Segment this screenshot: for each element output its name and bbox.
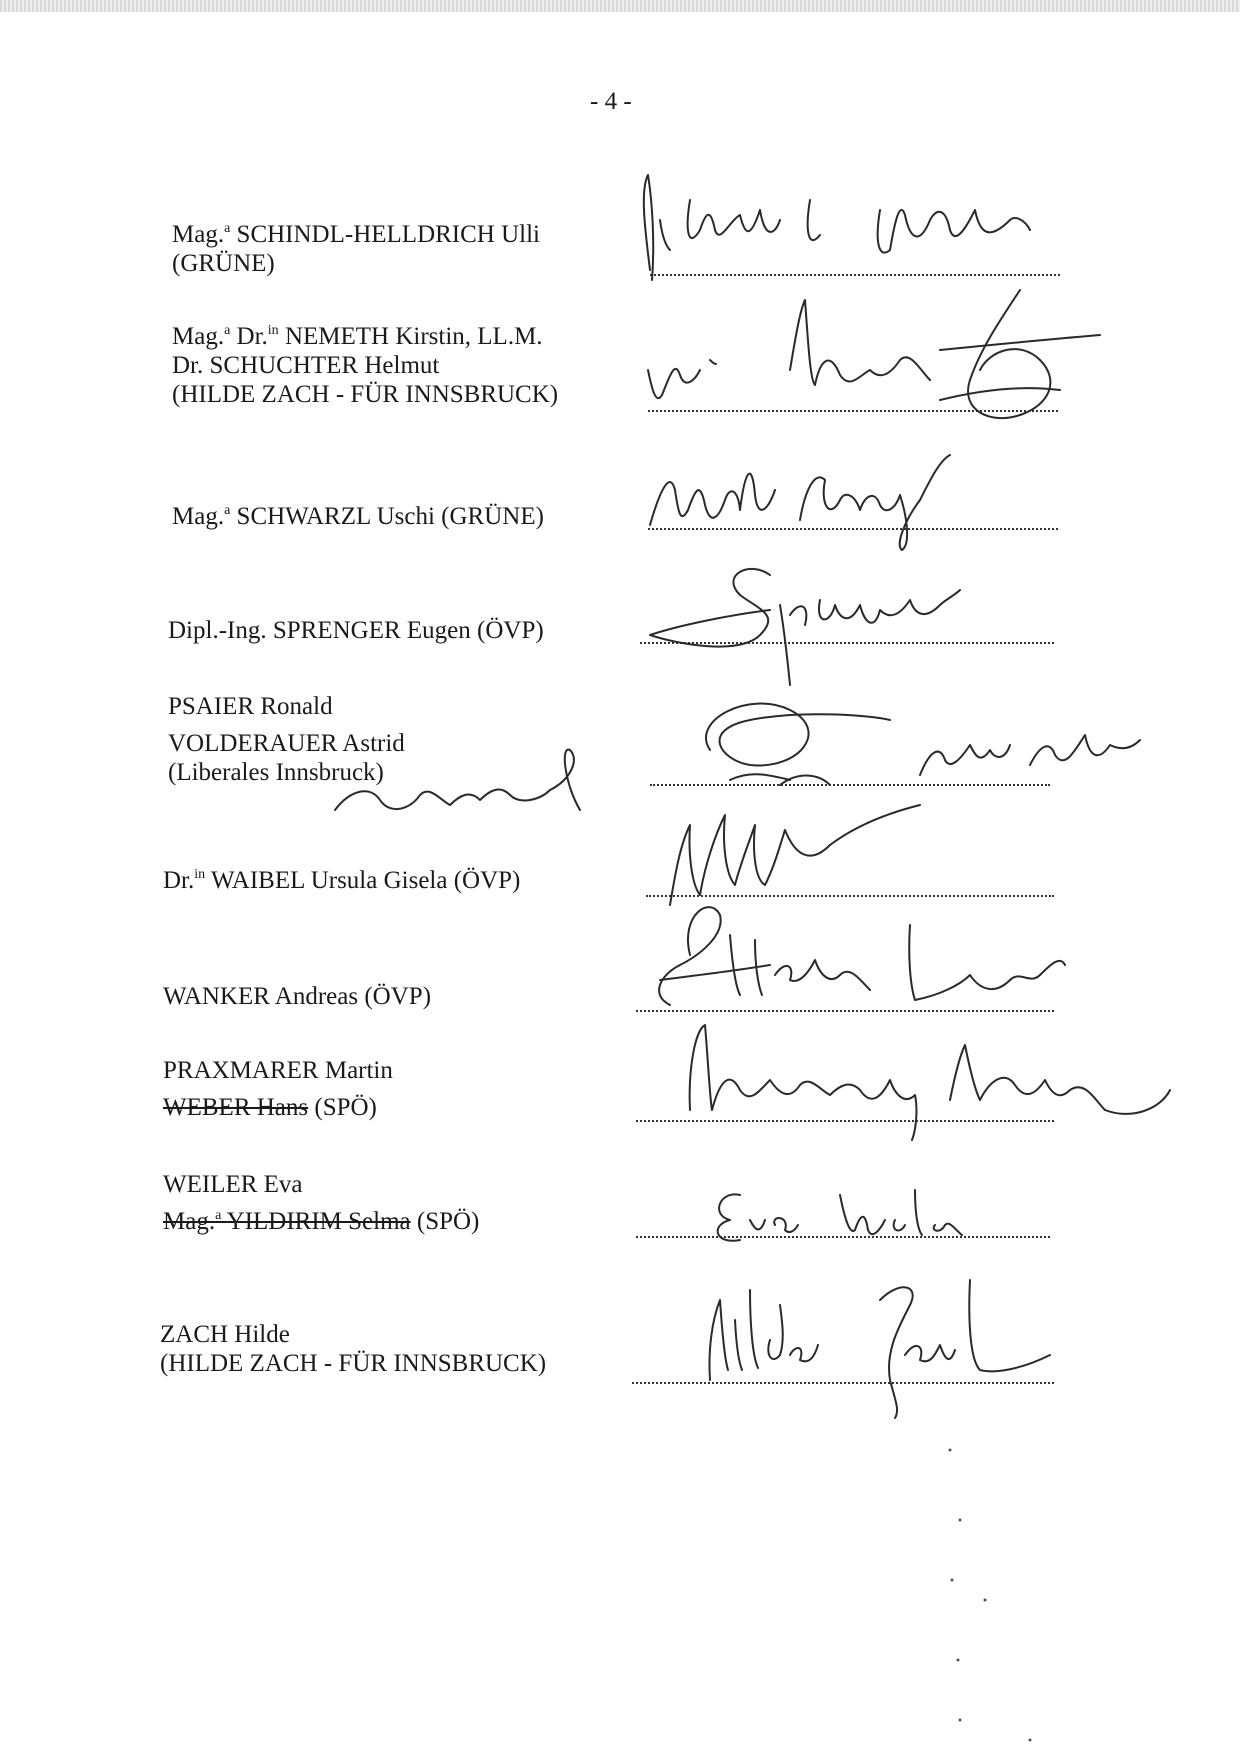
signatory-entry: [163, 982, 431, 1011]
signatory-entry: [163, 1170, 479, 1236]
signatory-name-line: Dipl.-Ing. SPRENGER Eugen (ÖVP): [168, 617, 544, 644]
signatory-name-line: PRAXMARER Martin: [163, 1057, 393, 1084]
signature-schwarzl: [640, 450, 1000, 560]
signatory-entry: [160, 1320, 546, 1378]
signatory-name-line: Mag.$^a$ SCHWARZL Uschi (GRÜNE): [172, 503, 544, 530]
signatory-name-line: Mag.$^a$ SCHINDL-HELLDRICH Ulli: [172, 221, 541, 248]
struck-name: Mag.$^a$ YILDIRIM Selma: [163, 1208, 411, 1235]
signatory-entry: [172, 322, 558, 409]
signatory-entry: [163, 866, 520, 895]
signatory-entry: [168, 616, 544, 645]
signatory-name-line: ZACH Hilde: [160, 1321, 290, 1348]
signatory-party: (Liberales Innsbruck): [168, 759, 384, 786]
signatory-name-line: Mag.$^a$ Dr.$^{in}$ NEMETH Kirstin, LL.M.: [172, 323, 543, 350]
signatory-entry: [172, 502, 544, 531]
signatory-name-line: WANKER Andreas (ÖVP): [163, 983, 432, 1010]
signature-praxmarer: [660, 1010, 1180, 1150]
struck-name: WEBER Hans: [163, 1094, 309, 1121]
signature-weiler: [700, 1175, 980, 1255]
signatory-entry: [172, 220, 540, 278]
signatory-name-line: Dr.$^{in}$ WAIBEL Ursula Gisela (ÖVP): [163, 867, 521, 894]
signatory-party: (HILDE ZACH - FÜR INNSBRUCK): [160, 1350, 547, 1377]
signatory-party: (HILDE ZACH - FÜR INNSBRUCK): [172, 381, 559, 408]
signature-sprenger: [640, 555, 980, 695]
signatory-party: (GRÜNE): [172, 250, 275, 277]
page-number: - 4 -: [590, 88, 632, 115]
signatory-entry: [163, 1056, 393, 1122]
signatory-name-line-2: VOLDERAUER Astrid: [168, 730, 405, 757]
signatory-name-line-2: Dr. SCHUCHTER Helmut: [172, 352, 440, 379]
signatory-name-line: PSAIER Ronald: [168, 693, 333, 720]
scan-specks: [930, 1420, 1050, 1750]
signatory-name-line: WEILER Eva: [163, 1171, 303, 1198]
scan-edge-strip: [0, 0, 1240, 12]
signature-zach: [700, 1260, 1060, 1420]
signature-nemeth-schuchter: [640, 280, 1120, 450]
signature-schindl-helldrich: [630, 160, 1070, 300]
signatory-name-line-2: Mag.$^a$ YILDIRIM Selma (SPÖ): [163, 1208, 480, 1235]
signatory-name-line-2: WEBER Hans (SPÖ): [163, 1094, 377, 1121]
